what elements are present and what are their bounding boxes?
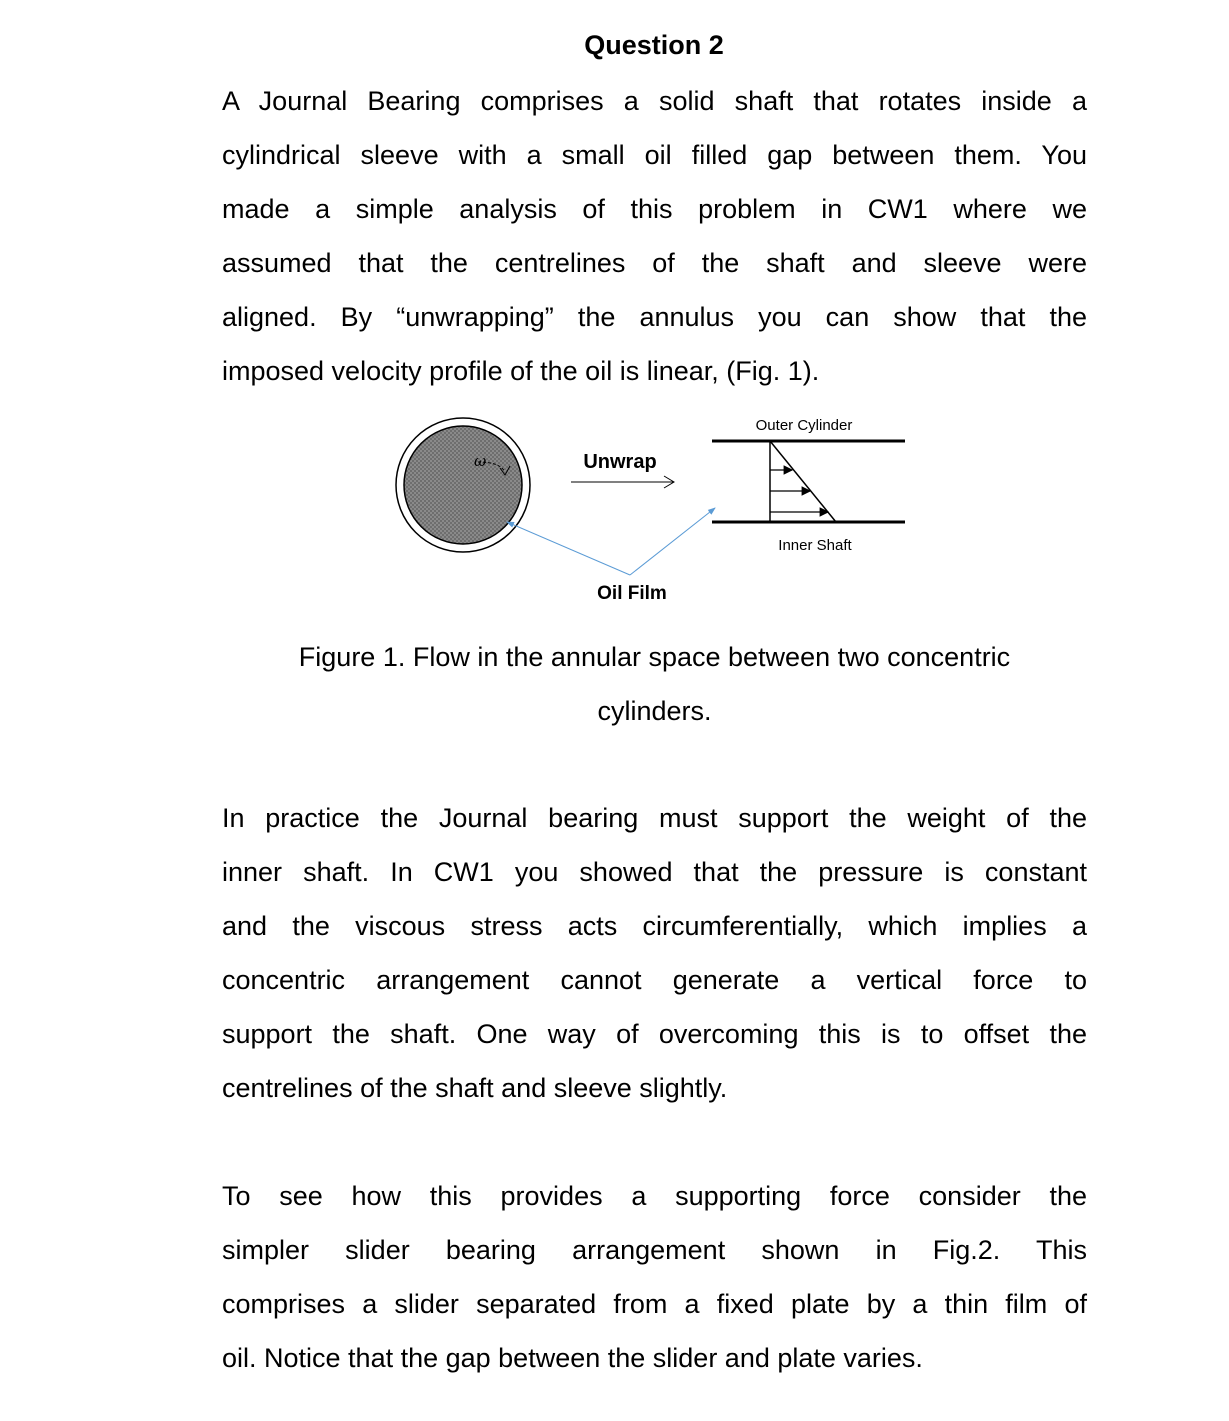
caption-line: Figure 1. Flow in the annular space between two concentric <box>298 642 1011 672</box>
text-line: concentric arrangement cannot generate a vertical force to <box>222 965 1087 995</box>
caption-line: cylinders. <box>597 696 712 726</box>
question-title: Question 2 <box>584 30 724 60</box>
velocity-profile-diagram <box>712 441 905 522</box>
text-line: A Journal Bearing comprises a solid shaft that rotates inside a <box>222 86 1087 116</box>
unwrap-label: Unwrap <box>583 451 657 473</box>
journal-cross-section <box>396 418 530 552</box>
omega-label: ω <box>474 452 487 470</box>
text-line: In practice the Journal bearing must support the weight of the <box>222 803 1087 833</box>
oil-film-pointers <box>507 508 715 575</box>
text-line: simpler slider bearing arrangement shown in Fig.2. This <box>222 1235 1087 1265</box>
paragraph-3 <box>222 1169 1087 1385</box>
text-line: oil. Notice that the gap between the slider and plate varies. <box>222 1343 923 1373</box>
unwrap-arrow-icon <box>571 476 674 488</box>
text-line: comprises a slider separated from a fixed plate by a thin film of <box>222 1289 1087 1319</box>
paragraph-2 <box>222 791 1087 1115</box>
text-line: made a simple analysis of this problem in CW1 where we <box>222 194 1087 224</box>
text-line: imposed velocity profile of the oil is linear, (Fig. 1). <box>222 356 820 386</box>
text-line: and the viscous stress acts circumferentially, which implies a <box>222 911 1087 941</box>
figure-1-caption <box>222 630 1087 738</box>
text-line: assumed that the centrelines of the shaft and sleeve were <box>222 248 1087 278</box>
oil-film-label: Oil Film <box>597 583 667 604</box>
text-line: inner shaft. In CW1 you showed that the pressure is constant <box>222 857 1087 887</box>
outer-cylinder-label: Outer Cylinder <box>755 417 853 434</box>
text-line: cylindrical sleeve with a small oil filled gap between them. You <box>222 140 1087 170</box>
text-line: aligned. By “unwrapping” the annulus you can show that the <box>222 302 1087 332</box>
text-line: To see how this provides a supporting force consider the <box>222 1181 1087 1211</box>
text-line: centrelines of the shaft and sleeve slightly. <box>222 1073 728 1103</box>
inner-shaft-label: Inner Shaft <box>778 537 852 554</box>
text-line: support the shaft. One way of overcoming this is to offset the <box>222 1019 1087 1049</box>
